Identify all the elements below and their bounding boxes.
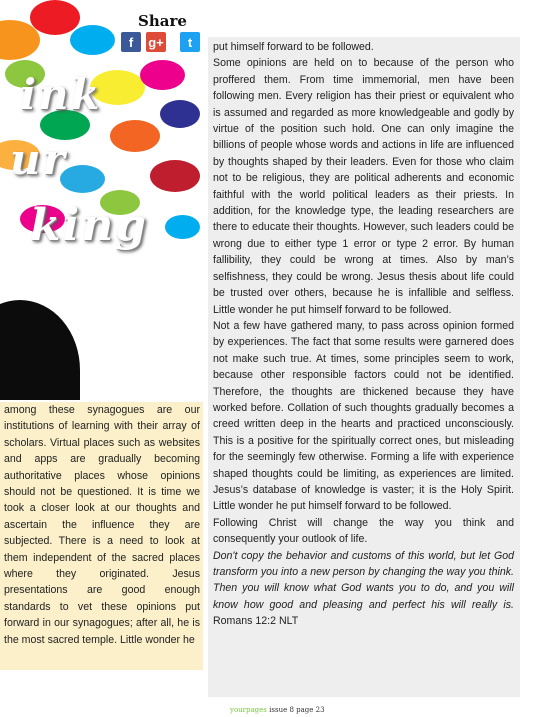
paragraph: put himself forward to be followed. (213, 41, 374, 53)
head-silhouette (0, 300, 80, 400)
twitter-icon[interactable]: t (180, 32, 200, 52)
verse-reference: Romans 12:2 NLT (213, 615, 299, 628)
paragraph: Not a few have gathered many, to pass across opinion formed by experiences. The fact that some results were garnered does not make such true. At times, some principles seem to work, because other responsible factors could not be identified. Therefore, the thoughts are thickened because they have worked before. Collation of such thoughts gradually becomes a creed written deep in the hearts and practiced unconsciously. This is a positive for the spiritually correct ones, but misleading for the seemingly few otherwise. Forming a life with experience shaped thoughts could be limiting, as experiences are limited. Jesus’s database of knowledge is vaster; it is the Holy Spirit. Little wonder he put himself forward to be followed. (213, 319, 514, 513)
paragraph: Following Christ will change the way you think and consequently your outlook of life. (213, 516, 514, 546)
footer-page: page 23 (296, 706, 325, 714)
artwork-word-3: king (30, 200, 148, 251)
left-column (0, 402, 203, 670)
page-footer (230, 706, 325, 714)
google-plus-icon[interactable]: g+ (146, 32, 166, 52)
verse-text: Don't copy the behavior and customs of this world, but let God transform you into a new person by changing the way you think. Then you will know what God wants you to do, and you will know how good and pleasing and perfect his will really is. (213, 549, 514, 611)
facebook-icon[interactable]: f (121, 32, 141, 52)
artwork-word-2: ur (10, 135, 67, 184)
left-column-text: among these synagogues are our institutions of learning with their array of scholars. Virtual places such as websites and apps are gradually becoming authoritative places whose opinions should not be questioned. It is time we took a closer look at our thoughts and ascertain the influence they are subjected. There is a need to look at them independent of the sacred places where they originated. Jesus presentations are good enough standards to vet these opinions put forward in our synagogues; after all, he is the most sacred temple. Little wonder he (4, 404, 200, 646)
share-label: Share (138, 12, 187, 30)
paragraph: Some opinions are held on to because of the person who proffered them. From time immemorial, men have been following men. Every religion has their priest or equivalent who is assumed and regarded as more knowledgeable and godly by virtue of the position such hold. One can only imagine the billions of people whose words and actions in life are influenced by thoughts shaped by their leaders. Even for those who claim not to be religious, they are political adherents and economic faithful with the world political leaders as their priests. In addition, for the knowledge type, the leading researchers are there to educate their thoughts. However, such leaders could be wrong due to either type 1 error or type 2 error. By human fallibility, they could be wrong at times. Also by man’s selfishness, they could be wrong. Jesus thesis about life could be trusted over others, because he is infallible and selfless. Little wonder he put himself forward to be followed. (213, 57, 514, 316)
header-artwork (0, 0, 205, 400)
footer-brand: yourpages (230, 706, 267, 714)
right-column (208, 37, 520, 697)
artwork-word-1: ink (20, 70, 102, 119)
footer-issue: issue 8 (269, 706, 294, 714)
scripture-quote (213, 548, 514, 630)
